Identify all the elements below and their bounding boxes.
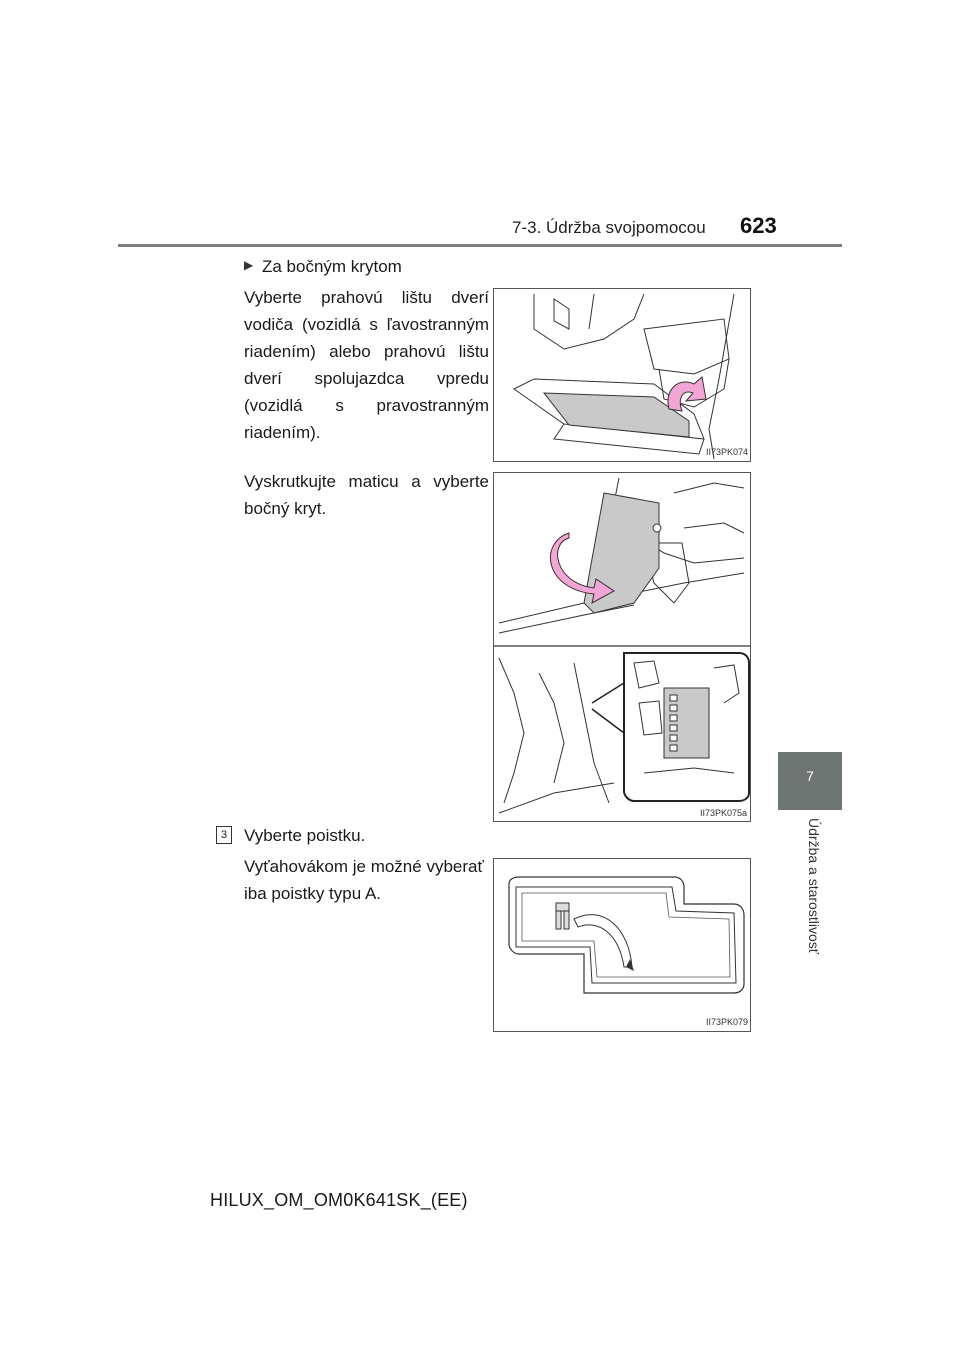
page-number: 623 — [740, 213, 777, 238]
instruction-side-cover: Vyskrutkujte maticu a vyberte bočný kryt. — [244, 472, 489, 518]
step-number-badge: 3 — [216, 826, 232, 844]
figure-door-sill — [493, 288, 751, 462]
bullet-heading: Za bočným krytom — [262, 257, 402, 276]
door-sill-illustration — [494, 289, 750, 461]
figure-code: II73PK079 — [706, 1017, 749, 1027]
figure-code: II73PK075a — [700, 808, 748, 818]
side-cover-illustration — [494, 473, 750, 821]
figure-side-cover — [493, 472, 751, 822]
fuse-puller-illustration — [494, 859, 750, 1031]
manual-code: HILUX_OM_OM0K641SK_(EE) — [210, 1190, 468, 1210]
chapter-number: 7 — [806, 768, 814, 784]
step3-note: Vyťahovákom je možné vyberať iba poistky typu A. — [244, 857, 484, 903]
figure-fuse-puller — [493, 858, 751, 1032]
triangle-bullet-icon: ▶ — [244, 258, 254, 272]
instruction-door-sill: Vyberte prahovú lištu dverí vodiča (vozidlá s ľavostranným riadením) alebo prahovú lištu dverí spolujazdca vpredu (vozidlá s pravostranným riadením). — [244, 288, 489, 442]
chapter-label: Údržba a starostlivosť — [806, 818, 822, 954]
header-divider — [118, 244, 842, 247]
step3-instruction: Vyberte poistku. — [244, 826, 366, 845]
figure-code: II73PK074 — [706, 447, 749, 457]
section-title: 7-3. Údržba svojpomocou — [512, 218, 706, 237]
